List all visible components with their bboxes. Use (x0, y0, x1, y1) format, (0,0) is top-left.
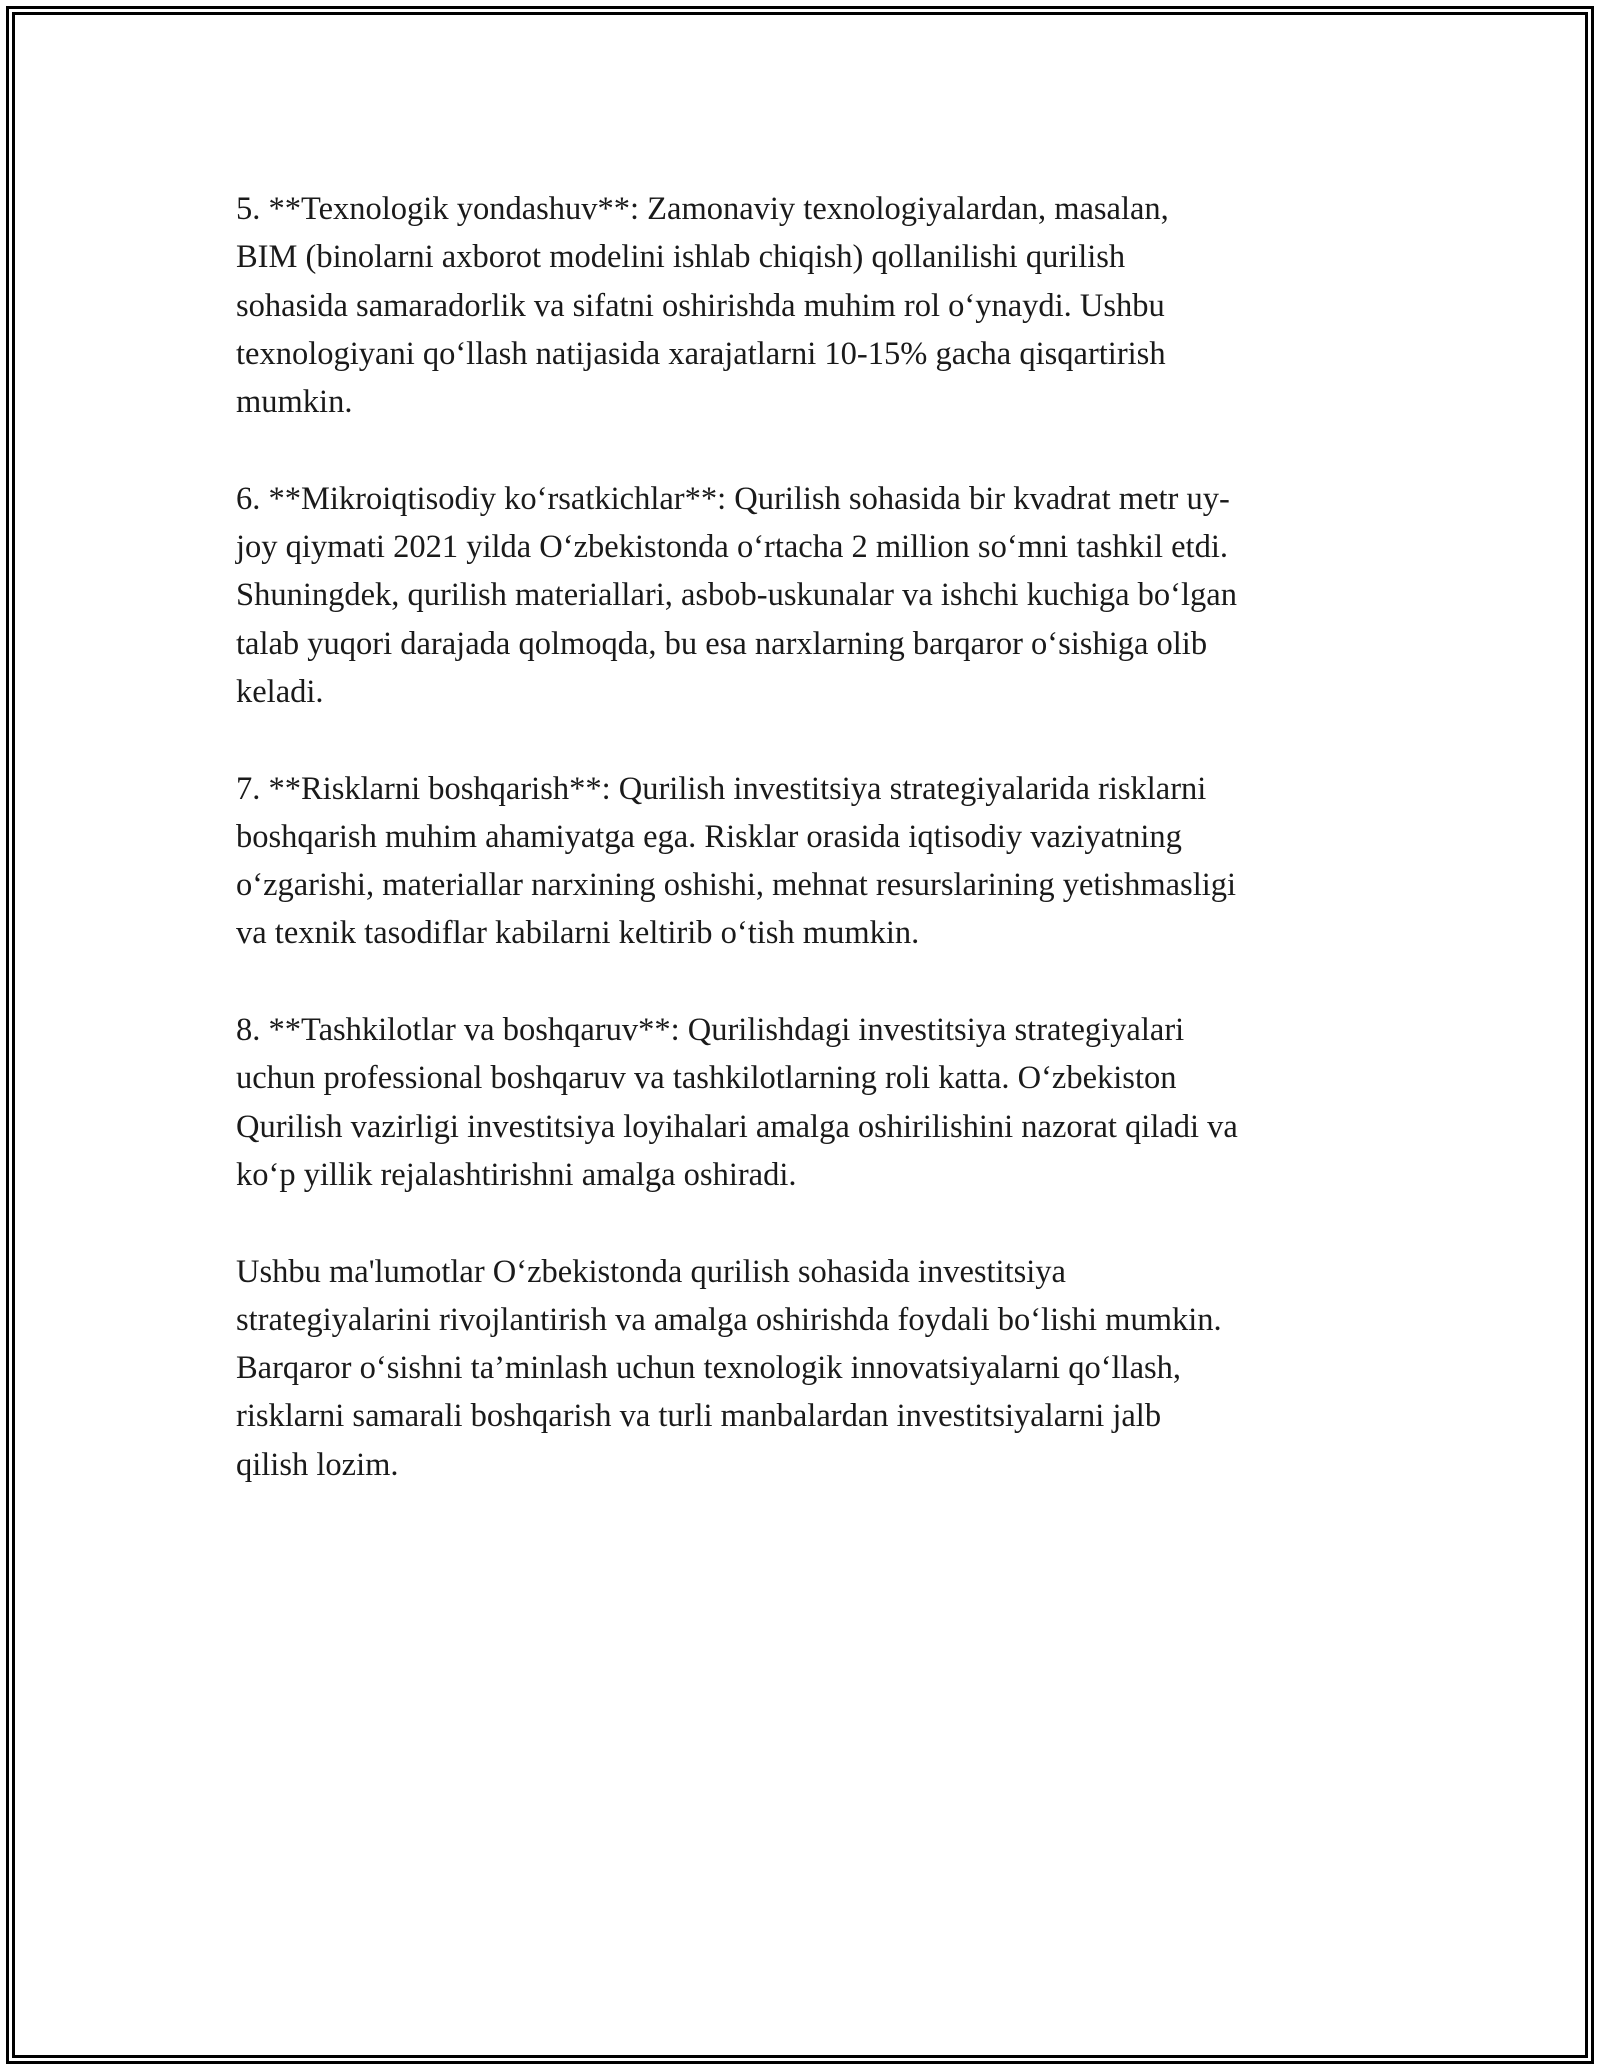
text-line: Shuningdek, qurilish materiallari, asbob-uskunalar va ishchi kuchiga bo‘lgan (236, 577, 1237, 614)
text-line: qilish lozim. (236, 1446, 399, 1483)
text-line: keladi. (236, 673, 324, 710)
paragraph-risk-management (236, 765, 1376, 958)
text-line: texnologiyani qo‘llash natijasida xarajatlarni 10-15% gacha qisqartirish (236, 335, 1166, 372)
text-line: boshqarish muhim ahamiyatga ega. Risklar orasida iqtisodiy vaziyatning (236, 818, 1182, 855)
text-line: o‘zgarishi, materiallar narxining oshishi, mehnat resurslarining yetishmasligi (236, 867, 1237, 904)
paragraph-microeconomic-indicators (236, 475, 1376, 716)
paragraph-technological-approach (236, 185, 1376, 426)
text-line: strategiyalarini rivojlantirish va amalga oshirishda foydali bo‘lishi mumkin. (236, 1301, 1222, 1338)
text-line: talab yuqori darajada qolmoqda, bu esa narxlarning barqaror o‘sishiga olib (236, 625, 1208, 662)
text-line: ko‘p yillik rejalashtirishni amalga oshiradi. (236, 1156, 797, 1193)
text-line: sohasida samaradorlik va sifatni oshirishda muhim rol o‘ynaydi. Ushbu (236, 287, 1165, 324)
paragraph-organizations-management (236, 1006, 1376, 1199)
text-line: Ushbu ma'lumotlar O‘zbekistonda qurilish sohasida investitsiya (236, 1253, 1066, 1290)
text-line: Qurilish vazirligi investitsiya loyihalari amalga oshirilishini nazorat qiladi va (236, 1108, 1238, 1145)
text-line: risklarni samarali boshqarish va turli manbalardan investitsiyalarni jalb (236, 1398, 1162, 1435)
text-line: mumkin. (236, 384, 353, 421)
text-line: Barqaror o‘sishni ta’minlash uchun texnologik innovatsiyalarni qo‘llash, (236, 1350, 1182, 1387)
document-body (236, 185, 1376, 1537)
paragraph-conclusion (236, 1248, 1376, 1489)
text-line: joy qiymati 2021 yilda O‘zbekistonda o‘rtacha 2 million so‘mni tashkil etdi. (236, 529, 1228, 566)
text-line: 8. **Tashkilotlar va boshqaruv**: Qurilishdagi investitsiya strategiyalari (236, 1012, 1185, 1049)
text-line: 5. **Texnologik yondashuv**: Zamonaviy texnologiyalardan, masalan, (236, 191, 1169, 227)
text-line: 7. **Risklarni boshqarish**: Qurilish investitsiya strategiyalarida risklarni (236, 770, 1207, 807)
text-line: BIM (binolarni axborot modelini ishlab chiqish) qollanilishi qurilish (236, 239, 1126, 276)
text-line: uchun professional boshqaruv va tashkilotlarning roli katta. O‘zbekiston (236, 1060, 1177, 1097)
text-line: 6. **Mikroiqtisodiy ko‘rsatkichlar**: Qurilish sohasida bir kvadrat metr uy- (236, 480, 1230, 517)
text-line: va texnik tasodiflar kabilarni keltirib o‘tish mumkin. (236, 915, 920, 952)
